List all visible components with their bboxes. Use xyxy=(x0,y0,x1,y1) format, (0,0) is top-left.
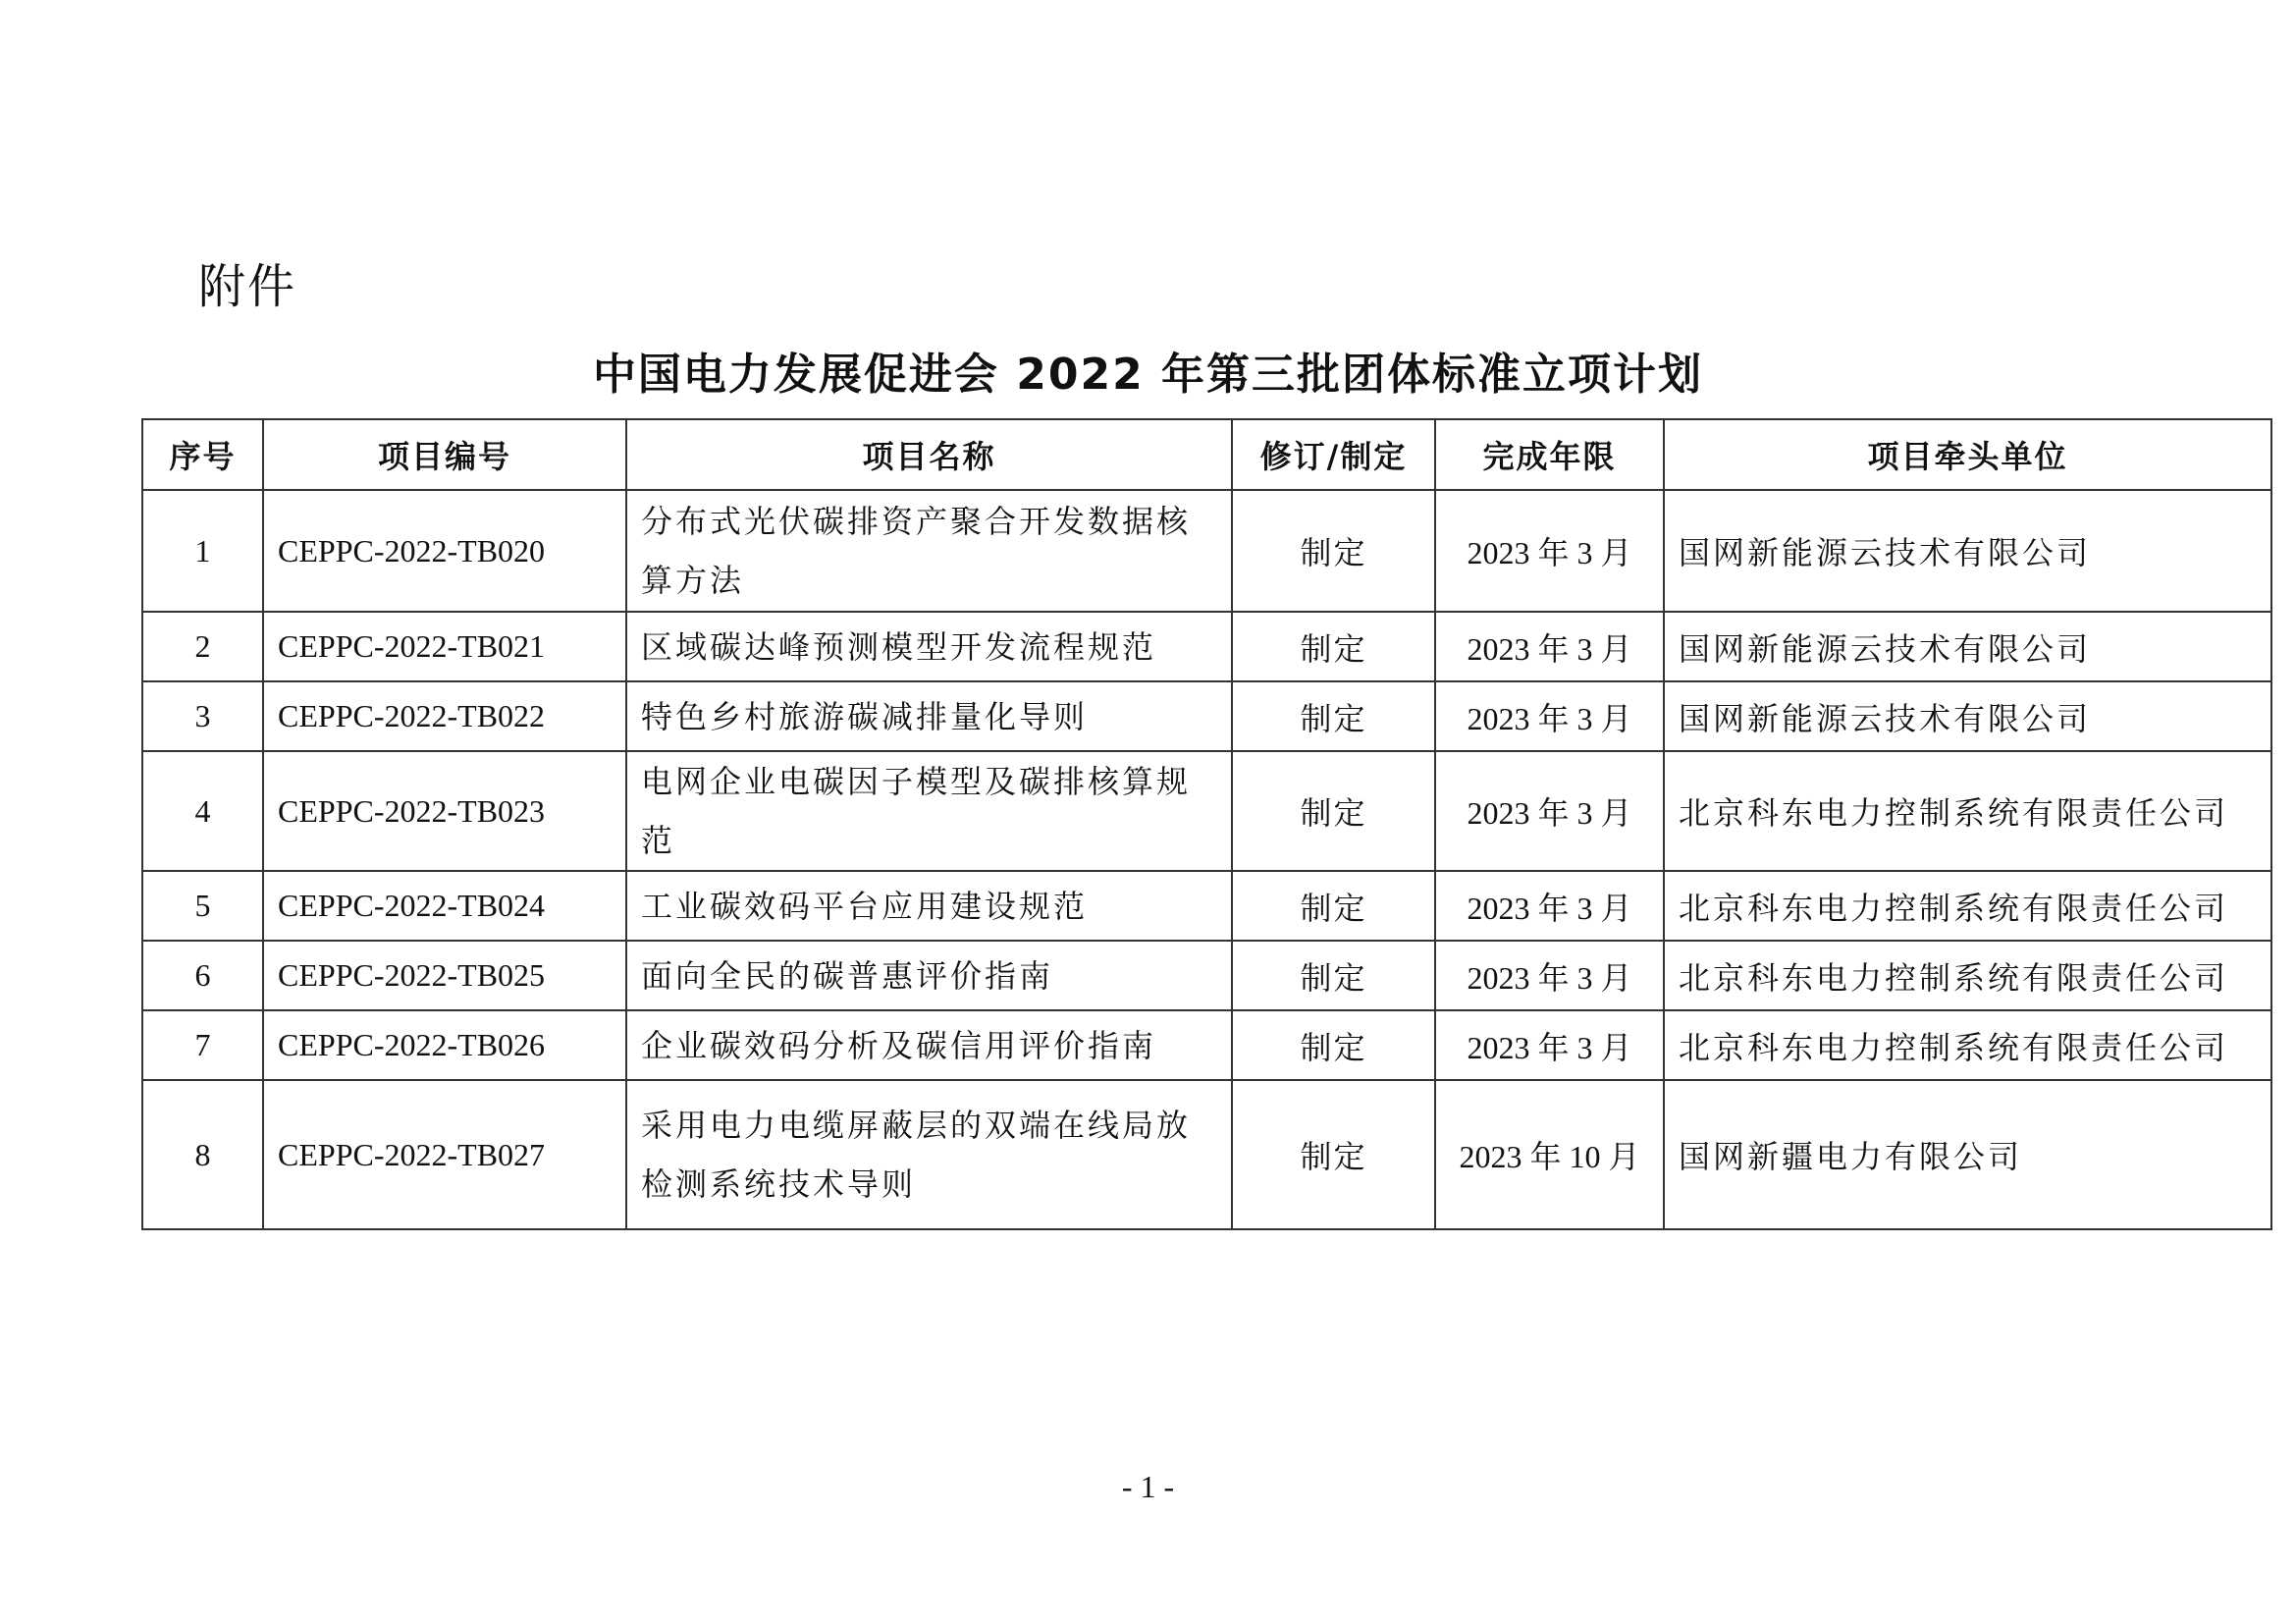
cell-seq: 4 xyxy=(142,751,263,871)
cell-revise-or-create: 制定 xyxy=(1232,871,1435,941)
cell-lead-unit: 国网新能源云技术有限公司 xyxy=(1664,612,2271,681)
cell-project-code: CEPPC-2022-TB025 xyxy=(263,941,626,1010)
header-completion-deadline: 完成年限 xyxy=(1435,419,1664,490)
header-seq: 序号 xyxy=(142,419,263,490)
table-row xyxy=(142,941,2271,1010)
cell-project-name: 区域碳达峰预测模型开发流程规范 xyxy=(626,612,1232,681)
cell-seq: 7 xyxy=(142,1010,263,1080)
cell-revise-or-create: 制定 xyxy=(1232,681,1435,751)
cell-revise-or-create: 制定 xyxy=(1232,751,1435,871)
cell-completion-deadline: 2023 年 3 月 xyxy=(1435,681,1664,751)
cell-project-name: 企业碳效码分析及碳信用评价指南 xyxy=(626,1010,1232,1080)
cell-completion-deadline: 2023 年 3 月 xyxy=(1435,490,1664,612)
cell-project-name: 电网企业电碳因子模型及碳排核算规范 xyxy=(626,751,1232,871)
cell-seq: 1 xyxy=(142,490,263,612)
table-header-row xyxy=(142,419,2271,490)
cell-seq: 3 xyxy=(142,681,263,751)
cell-project-code: CEPPC-2022-TB024 xyxy=(263,871,626,941)
table-row xyxy=(142,1080,2271,1229)
cell-lead-unit: 北京科东电力控制系统有限责任公司 xyxy=(1664,751,2271,871)
header-project-name: 项目名称 xyxy=(626,419,1232,490)
cell-completion-deadline: 2023 年 3 月 xyxy=(1435,871,1664,941)
cell-completion-deadline: 2023 年 3 月 xyxy=(1435,941,1664,1010)
cell-project-code: CEPPC-2022-TB027 xyxy=(263,1080,626,1229)
page-number: - 1 - xyxy=(1121,1469,1175,1504)
cell-lead-unit: 国网新能源云技术有限公司 xyxy=(1664,681,2271,751)
cell-completion-deadline: 2023 年 3 月 xyxy=(1435,1010,1664,1080)
cell-project-code: CEPPC-2022-TB020 xyxy=(263,490,626,612)
cell-lead-unit: 北京科东电力控制系统有限责任公司 xyxy=(1664,871,2271,941)
cell-lead-unit: 北京科东电力控制系统有限责任公司 xyxy=(1664,941,2271,1010)
cell-completion-deadline: 2023 年 3 月 xyxy=(1435,751,1664,871)
header-revise-or-create: 修订/制定 xyxy=(1232,419,1435,490)
table-row xyxy=(142,490,2271,612)
cell-completion-deadline: 2023 年 10 月 xyxy=(1435,1080,1664,1229)
cell-revise-or-create: 制定 xyxy=(1232,490,1435,612)
header-lead-unit: 项目牵头单位 xyxy=(1664,419,2271,490)
table-row xyxy=(142,612,2271,681)
attachment-label: 附件 xyxy=(198,259,297,314)
cell-project-code: CEPPC-2022-TB026 xyxy=(263,1010,626,1080)
table-row xyxy=(142,681,2271,751)
document-title: 中国电力发展促进会 2022 年第三批团体标准立项计划 xyxy=(592,350,1704,400)
cell-seq: 8 xyxy=(142,1080,263,1229)
cell-project-name: 特色乡村旅游碳减排量化导则 xyxy=(626,681,1232,751)
header-project-code: 项目编号 xyxy=(263,419,626,490)
cell-seq: 5 xyxy=(142,871,263,941)
cell-project-name: 采用电力电缆屏蔽层的双端在线局放检测系统技术导则 xyxy=(626,1080,1232,1229)
cell-revise-or-create: 制定 xyxy=(1232,1080,1435,1229)
cell-project-code: CEPPC-2022-TB023 xyxy=(263,751,626,871)
cell-revise-or-create: 制定 xyxy=(1232,1010,1435,1080)
cell-revise-or-create: 制定 xyxy=(1232,941,1435,1010)
table-row xyxy=(142,751,2271,871)
standards-plan-table xyxy=(141,418,2272,1230)
cell-project-code: CEPPC-2022-TB022 xyxy=(263,681,626,751)
cell-lead-unit: 国网新能源云技术有限公司 xyxy=(1664,490,2271,612)
cell-project-code: CEPPC-2022-TB021 xyxy=(263,612,626,681)
table-row xyxy=(142,871,2271,941)
cell-revise-or-create: 制定 xyxy=(1232,612,1435,681)
cell-project-name: 工业碳效码平台应用建设规范 xyxy=(626,871,1232,941)
cell-project-name: 分布式光伏碳排资产聚合开发数据核算方法 xyxy=(626,490,1232,612)
cell-seq: 6 xyxy=(142,941,263,1010)
cell-seq: 2 xyxy=(142,612,263,681)
cell-lead-unit: 北京科东电力控制系统有限责任公司 xyxy=(1664,1010,2271,1080)
table-row xyxy=(142,1010,2271,1080)
cell-completion-deadline: 2023 年 3 月 xyxy=(1435,612,1664,681)
cell-lead-unit: 国网新疆电力有限公司 xyxy=(1664,1080,2271,1229)
cell-project-name: 面向全民的碳普惠评价指南 xyxy=(626,941,1232,1010)
